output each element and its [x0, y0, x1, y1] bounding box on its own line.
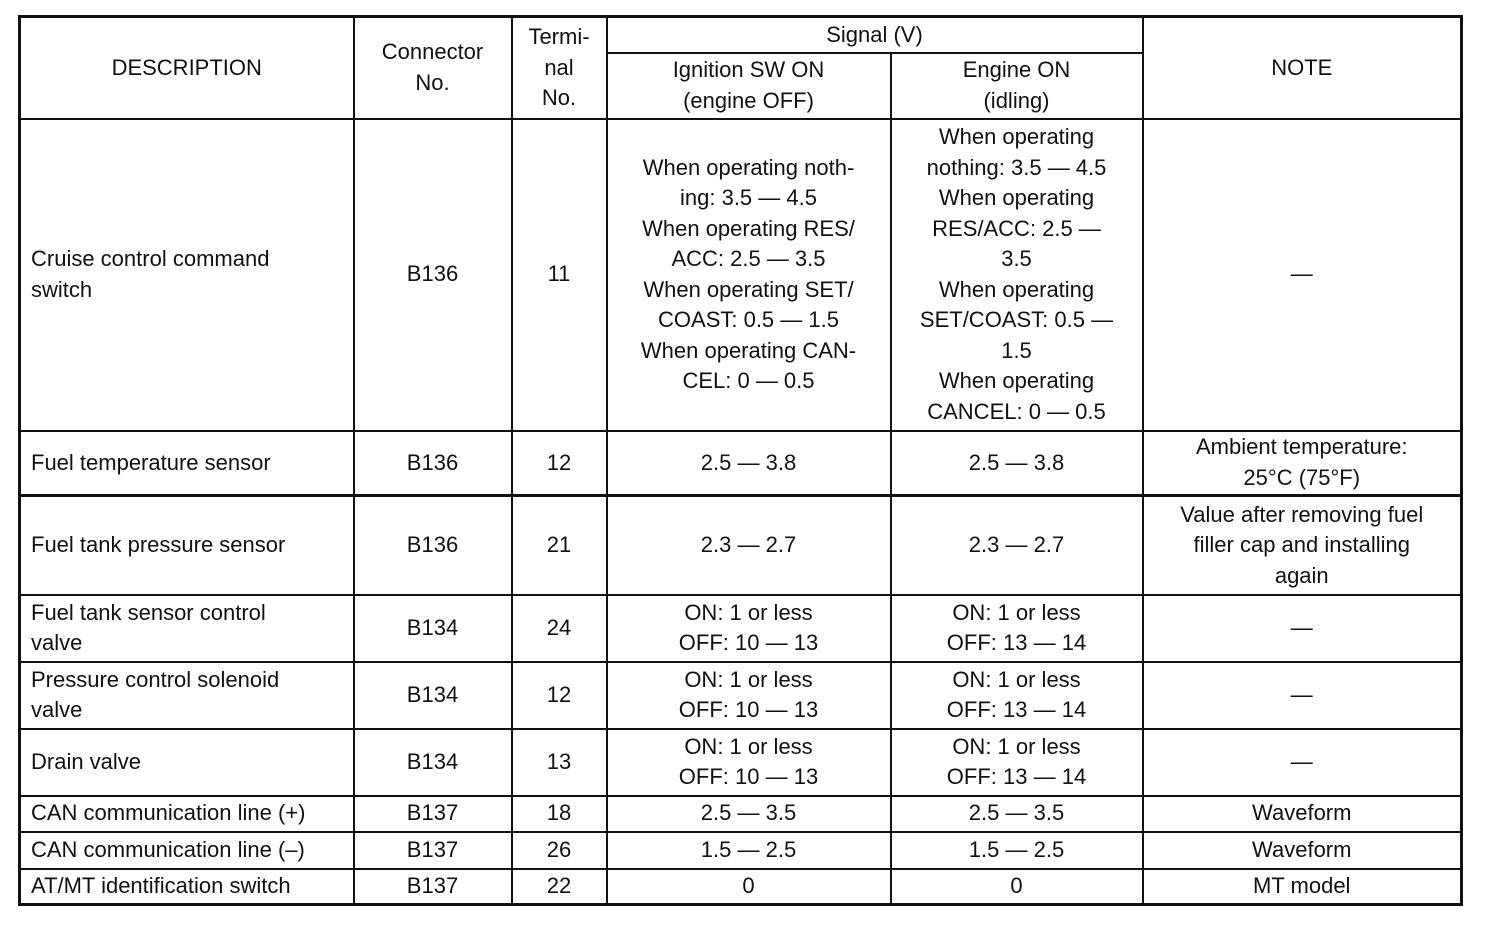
ignition-signal-cell: When operating noth- ing: 3.5 — 4.5 When operating RES/ ACC: 2.5 — 3.5 When operating SET/ COAST: 0.5 — 1.5 When operating CAN- CEL: 0 — 0.5	[607, 119, 891, 431]
signal-spec-table	[18, 15, 1463, 906]
connector-cell: B134	[354, 595, 512, 662]
header-note: NOTE	[1143, 17, 1462, 119]
engine-signal-cell: ON: 1 or less OFF: 13 — 14	[891, 729, 1143, 796]
connector-cell: B137	[354, 832, 512, 869]
description-cell: Fuel temperature sensor	[20, 431, 354, 496]
note-cell: Value after removing fuel filler cap and installing again	[1143, 496, 1462, 595]
note-cell: Waveform	[1143, 832, 1462, 869]
terminal-cell: 12	[512, 662, 607, 729]
engine-signal-cell: ON: 1 or less OFF: 13 — 14	[891, 662, 1143, 729]
ignition-signal-cell: 2.5 — 3.5	[607, 796, 891, 832]
connector-cell: B137	[354, 869, 512, 905]
table-row	[20, 662, 1462, 729]
connector-cell: B136	[354, 431, 512, 496]
note-cell: MT model	[1143, 869, 1462, 905]
engine-signal-cell: 2.5 — 3.8	[891, 431, 1143, 496]
ignition-signal-cell: ON: 1 or less OFF: 10 — 13	[607, 662, 891, 729]
connector-cell: B136	[354, 119, 512, 431]
terminal-cell: 13	[512, 729, 607, 796]
note-cell: —	[1143, 729, 1462, 796]
description-cell: CAN communication line (+)	[20, 796, 354, 832]
ignition-signal-cell: ON: 1 or less OFF: 10 — 13	[607, 729, 891, 796]
description-cell: Cruise control command switch	[20, 119, 354, 431]
connector-cell: B134	[354, 662, 512, 729]
header-connector-no: Connector No.	[354, 17, 512, 119]
table-row	[20, 729, 1462, 796]
terminal-cell: 24	[512, 595, 607, 662]
header-engine-on: Engine ON (idling)	[891, 53, 1143, 119]
table-row	[20, 119, 1462, 431]
ignition-signal-cell: ON: 1 or less OFF: 10 — 13	[607, 595, 891, 662]
description-cell: Drain valve	[20, 729, 354, 796]
header-signal: Signal (V)	[607, 17, 1143, 53]
engine-signal-cell: ON: 1 or less OFF: 13 — 14	[891, 595, 1143, 662]
note-cell: —	[1143, 595, 1462, 662]
ignition-signal-cell: 2.5 — 3.8	[607, 431, 891, 496]
table-row	[20, 431, 1462, 496]
connector-cell: B137	[354, 796, 512, 832]
note-cell: —	[1143, 662, 1462, 729]
table-row	[20, 496, 1462, 595]
ignition-signal-cell: 0	[607, 869, 891, 905]
description-cell: Fuel tank sensor control valve	[20, 595, 354, 662]
header-terminal-no: Termi- nal No.	[512, 17, 607, 119]
engine-signal-cell: When operating nothing: 3.5 — 4.5 When operating RES/ACC: 2.5 — 3.5 When operating SET/COAST: 0.5 — 1.5 When operating CANCEL: 0 — 0.5	[891, 119, 1143, 431]
terminal-cell: 22	[512, 869, 607, 905]
terminal-cell: 21	[512, 496, 607, 595]
ignition-signal-cell: 2.3 — 2.7	[607, 496, 891, 595]
header-ignition-sw-on: Ignition SW ON (engine OFF)	[607, 53, 891, 119]
description-cell: AT/MT identification switch	[20, 869, 354, 905]
connector-cell: B134	[354, 729, 512, 796]
header-description: DESCRIPTION	[20, 17, 354, 119]
note-cell: —	[1143, 119, 1462, 431]
ignition-signal-cell: 1.5 — 2.5	[607, 832, 891, 869]
description-cell: Fuel tank pressure sensor	[20, 496, 354, 595]
description-cell: Pressure control solenoid valve	[20, 662, 354, 729]
header-row-1	[20, 17, 1462, 53]
engine-signal-cell: 2.5 — 3.5	[891, 796, 1143, 832]
engine-signal-cell: 1.5 — 2.5	[891, 832, 1143, 869]
table-row	[20, 869, 1462, 905]
terminal-cell: 18	[512, 796, 607, 832]
note-cell: Waveform	[1143, 796, 1462, 832]
table-row	[20, 832, 1462, 869]
terminal-cell: 11	[512, 119, 607, 431]
terminal-cell: 12	[512, 431, 607, 496]
engine-signal-cell: 2.3 — 2.7	[891, 496, 1143, 595]
description-cell: CAN communication line (–)	[20, 832, 354, 869]
table-row	[20, 796, 1462, 832]
engine-signal-cell: 0	[891, 869, 1143, 905]
table-row	[20, 595, 1462, 662]
terminal-cell: 26	[512, 832, 607, 869]
connector-cell: B136	[354, 496, 512, 595]
note-cell: Ambient temperature: 25°C (75°F)	[1143, 431, 1462, 496]
